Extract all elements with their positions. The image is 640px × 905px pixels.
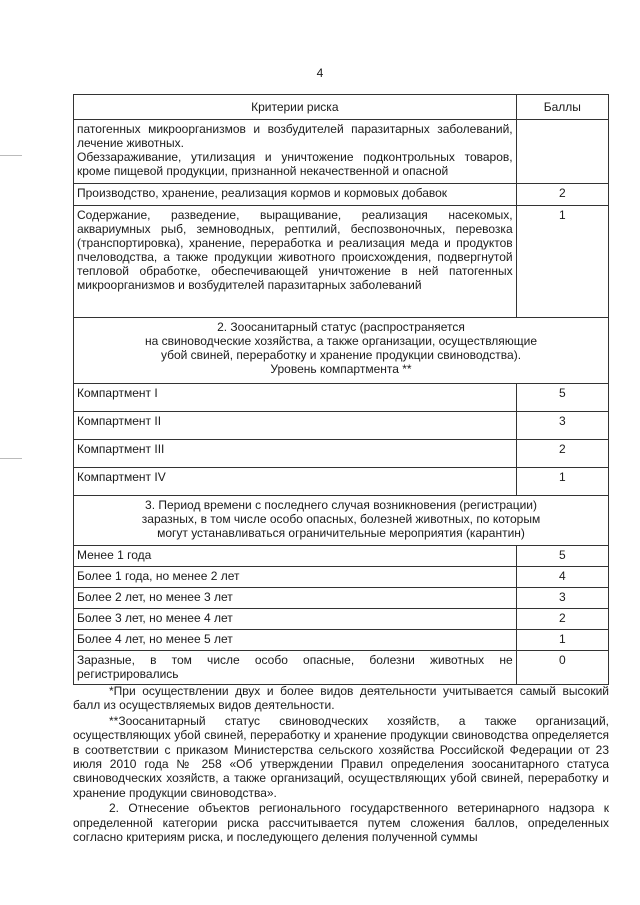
score-cell: 1 [516, 206, 608, 318]
table-row [74, 184, 609, 206]
footnote-2: **Зоосанитарный статус свиноводческих хозяйств, а также организаций, осуществляющих убой свиней, переработку и хранение продукции свиноводства определяется в соответствии с приказом Министерства сельского хозяйства Российской Федерации от 23 июля 2010 года № 258 «Об утверждении Правил определения зоосанитарного статуса свиноводческих хозяйств, а также организаций, осуществляющих убой свиней, переработку и хранение продукции свиноводства». [73, 713, 609, 800]
table-row [74, 440, 609, 468]
paragraph-2: 2. Отнесение объектов регионального государственного ветеринарного надзора к определенной категории риска рассчитывается путем сложения баллов, определенных согласно критериям риска, и последующего деления полученной суммы [73, 801, 609, 845]
risk-criteria-table [73, 94, 609, 685]
score-cell: 2 [516, 184, 608, 206]
table-row [74, 588, 609, 609]
table-row [74, 651, 609, 685]
score-cell: 1 [516, 468, 608, 496]
section-3-heading-line: заразных, в том числе особо опасных, болезней животных, по которым [141, 512, 541, 526]
criteria-cell: Заразные, в том числе особо опасные, болезни животных не регистрировались [74, 651, 517, 685]
section-heading-row [74, 496, 609, 546]
criteria-cell [74, 120, 517, 184]
criteria-cell: Менее 1 года [74, 546, 517, 567]
criteria-cell: Компартмент III [74, 440, 517, 468]
table-row [74, 567, 609, 588]
table-row [74, 630, 609, 651]
page-number: 4 [316, 66, 324, 80]
score-cell: 5 [516, 384, 608, 412]
score-cell: 4 [516, 567, 608, 588]
table-header-row [74, 95, 609, 120]
criteria-cell: Компартмент IV [74, 468, 517, 496]
score-cell: 5 [516, 546, 608, 567]
criteria-text: Производство, хранение, реализация кормов и кормовых добавок [77, 186, 448, 200]
scan-mark [0, 458, 22, 459]
criteria-cell: Более 4 лет, но менее 5 лет [74, 630, 517, 651]
criteria-cell: Компартмент II [74, 412, 517, 440]
notes [73, 684, 609, 844]
score-cell: 2 [516, 609, 608, 630]
section-2-heading-line: на свиноводческие хозяйства, а также организации, осуществляющие [144, 334, 538, 348]
footnote-1: *При осуществлении двух и более видов деятельности учитывается самый высокий балл из осуществляемых видов деятельности. [73, 684, 609, 713]
section-3-heading [74, 496, 609, 546]
section-3-heading-line: 3. Период времени с последнего случая возникновения (регистрации) [145, 498, 537, 512]
criteria-text: Обеззараживание, утилизация и уничтожение подконтрольных товаров, кроме пищевой продукции, признанной некачественной и опасной [77, 150, 513, 178]
score-cell: 3 [516, 588, 608, 609]
scan-mark [0, 155, 22, 156]
table-row [74, 546, 609, 567]
score-cell: 3 [516, 412, 608, 440]
score-header: Баллы [516, 95, 608, 120]
criteria-header: Критерии риска [74, 95, 517, 120]
criteria-cell: Компартмент I [74, 384, 517, 412]
section-2-heading-line: убой свиней, переработку и хранение продукции свиноводства). [160, 348, 522, 362]
table-row [74, 120, 609, 184]
criteria-text: патогенных микроорганизмов и возбудителей паразитарных заболеваний, лечение животных. [77, 122, 513, 150]
criteria-cell [74, 206, 517, 318]
criteria-cell: Более 3 лет, но менее 4 лет [74, 609, 517, 630]
criteria-text: Содержание, разведение, выращивание, реализация насекомых, аквариумных рыб, земноводных, рептилий, беспозвоночных, перевозка (транспортировка), хранение, переработка и реализация меда и продуктов пчеловодства, а также продукции животного происхождения, подвергнутой тепловой обработке, обеспечивающей уничтожение в ней патогенных микроорганизмов и возбудителей паразитарных заболеваний [77, 208, 513, 292]
score-cell: 0 [516, 651, 608, 685]
score-cell: 2 [516, 440, 608, 468]
score-cell: 1 [516, 630, 608, 651]
table-row [74, 609, 609, 630]
score-cell [516, 120, 608, 184]
table-row [74, 384, 609, 412]
table-row [74, 206, 609, 318]
table-row [74, 412, 609, 440]
section-2-heading [74, 318, 609, 384]
table-row [74, 468, 609, 496]
criteria-cell: Более 2 лет, но менее 3 лет [74, 588, 517, 609]
criteria-cell [74, 184, 517, 206]
section-2-heading-line: 2. Зоосанитарный статус (распространяется [217, 320, 465, 334]
section-3-heading-line: могут устанавливаться ограничительные мероприятия (карантин) [157, 526, 525, 540]
section-heading-row [74, 318, 609, 384]
criteria-cell: Более 1 года, но менее 2 лет [74, 567, 517, 588]
section-2-heading-line: Уровень компартмента ** [270, 362, 412, 376]
